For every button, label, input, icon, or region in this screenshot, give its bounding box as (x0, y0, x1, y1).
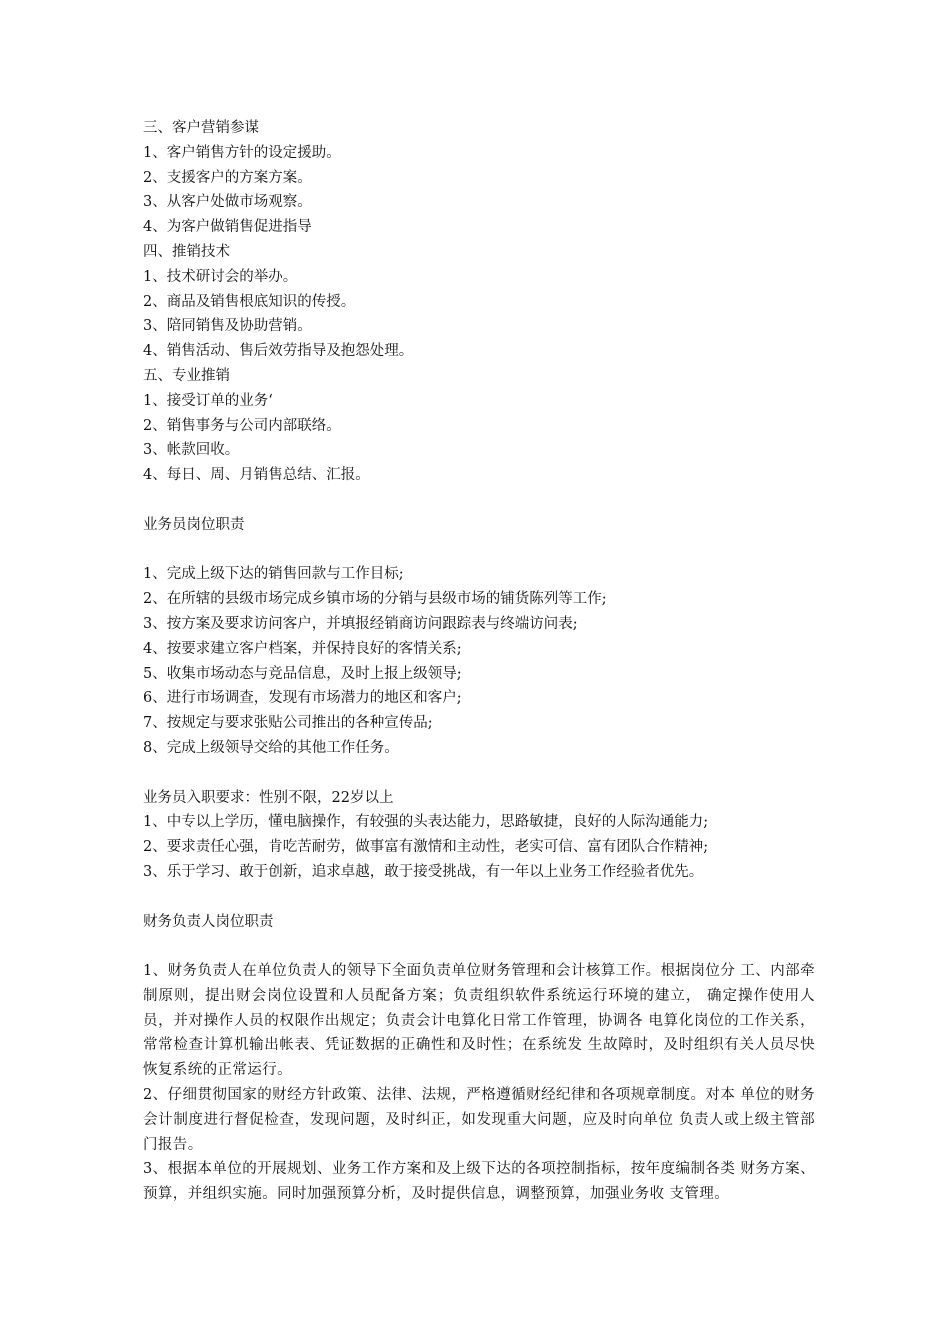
list-item: 1、中专以上学历，懂电脑操作，有较强的头表达能力，思路敏捷，良好的人际沟通能力; (143, 814, 709, 831)
section-heading: 五、专业推销 (143, 367, 230, 384)
paragraph: 2、仔细贯彻国家的财经方针政策、法律、法规，严格遵循财经纪律和各项规章制度。对本 单位的财务会计制度进行督促检查，发现问题，及时纠正，如发现重大问题，应及时向单位 负责人或上级主管部门报告。 (143, 1087, 815, 1153)
list-item: 4、为客户做销售促进指导 (143, 219, 312, 236)
document-page (143, 116, 815, 1207)
list-item: 4、销售活动、售后效劳指导及抱怨处理。 (143, 343, 414, 360)
list-item: 7、按规定与要求张贴公司推出的各种宣传品; (143, 715, 433, 732)
blank-line (143, 761, 815, 786)
list-item: 5、收集市场动态与竞品信息，及时上报上级领导; (143, 665, 462, 682)
paragraph: 1、财务负责人在单位负责人的领导下全面负责单位财务管理和会计核算工作。根据岗位分 工、内部牵制原则，提出财会岗位设置和人员配备方案；负责组织软件系统运行环境的建立， 确定操作使用人员，并对操作人员的权限作出规定；负责会计电算化日常工作管理，协调各 电算化岗位的工作关系，常常检查计算机输出帐表、凭证数据的正确性和及时性；在系统发 生故障时，及时组织有关人员尽快恢复系统的正常运行。 (143, 963, 815, 1079)
requirements-title: 业务员入职要求：性别不限，22岁以上 (143, 789, 394, 806)
list-item: 2、要求责任心强，肯吃苦耐劳，做事富有激情和主动性，老实可信、富有团队合作精神; (143, 839, 709, 856)
list-item: 1、技术研讨会的举办。 (143, 268, 298, 285)
list-item: 1、客户销售方针的设定援助。 (143, 144, 341, 161)
list-item: 3、从客户处做市场观察。 (143, 194, 312, 211)
section-heading: 三、客户营销参谋 (143, 120, 259, 136)
list-item: 3、按方案及要求访问客户，并填报经销商访问跟踪表与终端访问表; (143, 615, 578, 632)
list-item: 3、乐于学习、敢于创新，追求卓越，敢于接受挑战，有一年以上业务工作经验者优先。 (143, 863, 704, 880)
list-item: 8、完成上级领导交给的其他工作任务。 (143, 739, 399, 756)
blank-line (143, 538, 815, 563)
list-item: 2、商品及销售根底知识的传授。 (143, 293, 356, 310)
blank-line (143, 488, 815, 513)
paragraph: 3、根据本单位的开展规划、业务工作方案和及上级下达的各项控制指标，按年度编制各类 财务方案、预算，并组织实施。同时加强预算分析，及时提供信息，调整预算，加强业务收 支管理。 (143, 1161, 815, 1203)
list-item: 2、支援客户的方案方案。 (143, 169, 312, 186)
list-item: 6、进行市场调查，发现有市场潜力的地区和客户; (143, 690, 462, 707)
list-item: 1、接受订单的业务‘ (143, 392, 273, 409)
salesman-duties-title: 业务员岗位职责 (143, 516, 245, 533)
list-item: 4、每日、周、月销售总结、汇报。 (143, 467, 370, 484)
blank-line (143, 885, 815, 910)
list-item: 2、在所辖的县级市场完成乡镇市场的分销与县级市场的铺货陈列等工作; (143, 591, 607, 608)
blank-line (143, 934, 815, 959)
list-item: 4、按要求建立客户档案，并保持良好的客情关系; (143, 640, 462, 657)
list-item: 3、陪同销售及协助营销。 (143, 318, 312, 335)
list-item: 1、完成上级下达的销售回款与工作目标; (143, 566, 404, 583)
section-heading: 四、推销技术 (143, 243, 230, 260)
finance-duties-title: 财务负责人岗位职责 (143, 913, 274, 930)
list-item: 2、销售事务与公司内部联络。 (143, 417, 341, 434)
list-item: 3、帐款回收。 (143, 442, 240, 459)
